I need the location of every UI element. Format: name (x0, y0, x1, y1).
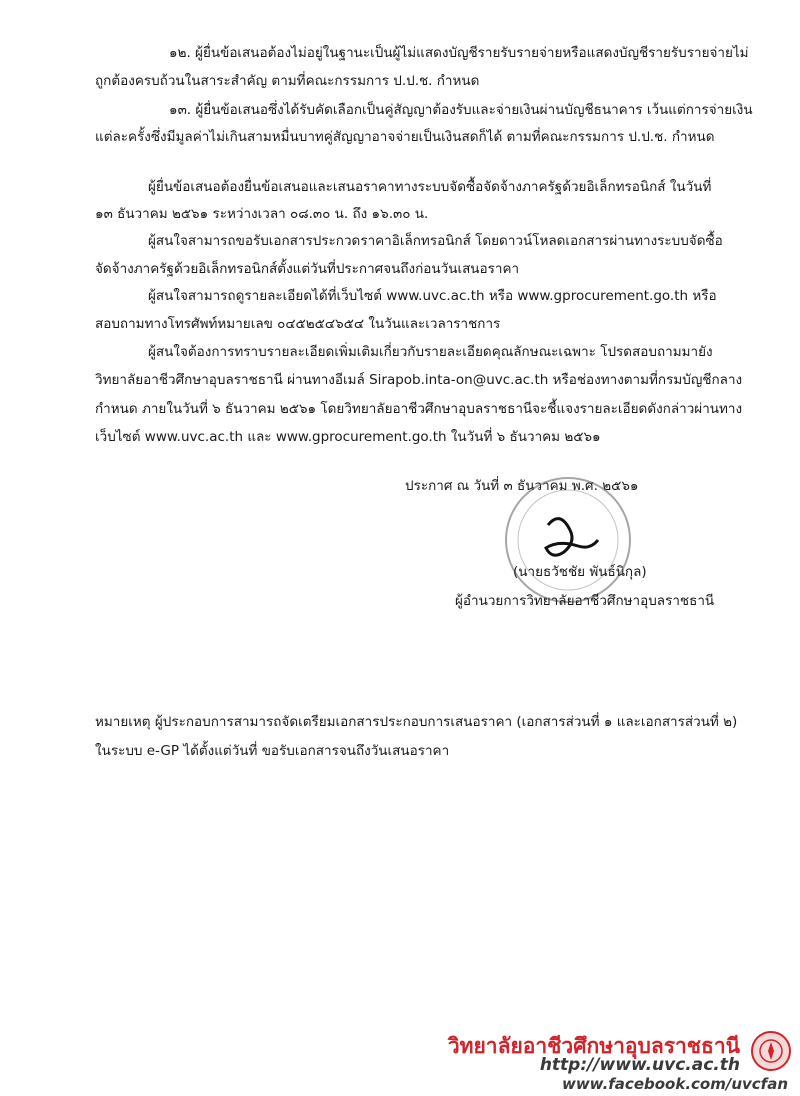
college-watermark-name: วิทยาลัยอาชีวศึกษาอุบลราชธานี (447, 1034, 740, 1058)
details-line-2: สอบถามทางโทรศัพท์หมายเลข ๐๔๕๒๕๔๖๕๔ ในวันและเวลาราชการ (95, 316, 501, 332)
signature-scribble (546, 519, 598, 556)
inquiry-line-3: กำหนด ภายในวันที่ ๖ ธันวาคม ๒๕๖๑ โดยวิทยาลัยอาชีวศึกษาอุบลราชธานีจะชี้แจงรายละเอียดดังกล่าวผ่านทาง (95, 401, 743, 417)
official-seal-stamp (498, 470, 638, 610)
inquiry-line-4: เว็บไซต์ www.uvc.ac.th และ www.gprocurement.go.th ในวันที่ ๖ ธันวาคม ๒๕๖๑ (95, 429, 601, 445)
details-line-1: ผู้สนใจสามารถดูรายละเอียดได้ที่เว็บไซต์ www.uvc.ac.th หรือ www.gprocurement.go.th หรือ (148, 288, 717, 304)
signatory-name: (นายธวัชชัย พันธ์นิกุล) (513, 564, 647, 580)
inquiry-line-2: วิทยาลัยอาชีวศึกษาอุบลราชธานี ผ่านทางอีเมล์ Sirapob.inta-on@uvc.ac.th หรือช่องทางตามที่กรมบัญชีกลาง (95, 372, 743, 388)
submission-line-1: ผู้ยื่นข้อเสนอต้องยื่นข้อเสนอและเสนอราคาทางระบบจัดซื้อจัดจ้างภาครัฐด้วยอิเล็กทรอนิกส์ ในวันที่ (148, 179, 712, 195)
remark-line-2: ในระบบ e-GP ได้ตั้งแต่วันที่ ขอรับเอกสารจนถึงวันเสนอราคา (95, 743, 450, 759)
submission-line-2: ๑๓ ธันวาคม ๒๕๖๑ ระหว่างเวลา ๐๘.๓๐ น. ถึง ๑๖.๓๐ น. (95, 206, 429, 222)
clause-12-line-2: ถูกต้องครบถ้วนในสาระสำคัญ ตามที่คณะกรรมการ ป.ป.ช. กำหนด (95, 73, 480, 89)
college-logo-icon (750, 1030, 792, 1072)
clause-12-line-1: ๑๒. ผู้ยื่นข้อเสนอต้องไม่อยู่ในฐานะเป็นผู้ไม่แสดงบัญชีรายรับรายจ่ายหรือแสดงบัญชีรายรับรายจ่ายไม่ (169, 45, 749, 61)
announcement-date: ประกาศ ณ วันที่ ๓ ธันวาคม พ.ศ. ๒๕๖๑ (405, 478, 639, 494)
documents-line-2: จัดจ้างภาครัฐด้วยอิเล็กทรอนิกส์ตั้งแต่วันที่ประกาศจนถึงก่อนวันเสนอราคา (95, 261, 520, 277)
college-facebook-url: www.facebook.com/uvcfan (561, 1075, 788, 1093)
college-website-url: http://www.uvc.ac.th (539, 1055, 740, 1075)
documents-line-1: ผู้สนใจสามารถขอรับเอกสารประกวดราคาอิเล็กทรอนิกส์ โดยดาวน์โหลดเอกสารผ่านทางระบบจัดซื้อ (148, 233, 723, 249)
inquiry-line-1: ผู้สนใจต้องการทราบรายละเอียดเพิ่มเติมเกี่ยวกับรายละเอียดคุณลักษณะเฉพาะ โปรดสอบถามมายัง (148, 344, 713, 360)
clause-13-line-2: แต่ละครั้งซึ่งมีมูลค่าไม่เกินสามหมื่นบาทคู่สัญญาอาจจ่ายเป็นเงินสดก็ได้ ตามที่คณะกรรมการ ป.ป.ช. กำหนด (95, 129, 715, 145)
remark-line-1: หมายเหตุ ผู้ประกอบการสามารถจัดเตรียมเอกสารประกอบการเสนอราคา (เอกสารส่วนที่ ๑ และเอกสารส่วนที่ ๒) (95, 714, 738, 730)
signatory-position: ผู้อำนวยการวิทยาลัยอาชีวศึกษาอุบลราชธานี (455, 593, 715, 609)
clause-13-line-1: ๑๓. ผู้ยื่นข้อเสนอซึ่งได้รับคัดเลือกเป็นคู่สัญญาต้องรับและจ่ายเงินผ่านบัญชีธนาคาร เว้นแต่การจ่ายเงิน (169, 102, 753, 118)
